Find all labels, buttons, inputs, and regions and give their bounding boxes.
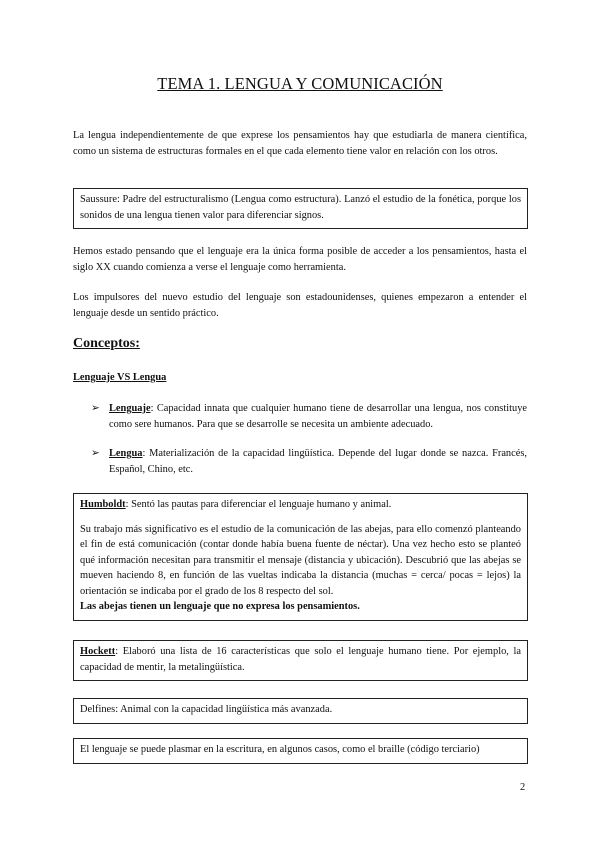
- hockett-name: Hockett: [80, 646, 116, 657]
- conceptos-heading: Conceptos:: [73, 336, 140, 351]
- pensamiento-paragraph: Hemos estado pensando que el lenguaje era la única forma posible de acceder a los pensamientos, hasta el siglo XX cuando comienza a verse el lenguaje como herramienta.: [73, 246, 527, 273]
- braille-box: [73, 738, 528, 764]
- humboldt-conclusion: Las abejas tienen un lenguaje que no expresa los pensamientos.: [80, 601, 360, 612]
- braille-text: El lenguaje se puede plasmar en la escritura, en algunos casos, como el braille (código terciario): [80, 744, 480, 755]
- delfines-text: Delfines: Animal con la capacidad lingüística más avanzada.: [80, 704, 333, 715]
- bullet-lengua-term: Lengua: [109, 448, 143, 459]
- saussure-box: [73, 188, 528, 229]
- humboldt-paragraph: Su trabajo más significativo es el estudio de la comunicación de las abejas, para ello comenzó planteando el fin de está comunicación (contar donde había buena fuente de néctar). Una vez hecho esto se planteó qué información necesitan para transmitir el mensaje (distancia y ubicación). Descubrió que las abejas se mueven haciendo 8, en función de las vueltas indicaba la distancia (muchas = cerca/ pocas = lejos) la orientación se indicaba por el grado de los 8 respecto del sol.: [80, 523, 521, 597]
- saussure-text: Saussure: Padre del estructuralismo (Lengua como estructura). Lanzó el estudio de la fonética, porque los sonidos de una lengua tienen valor para diferenciar signos.: [80, 194, 521, 221]
- bullet-lenguaje-term: Lenguaje: [109, 403, 151, 414]
- impulsores-paragraph: Los impulsores del nuevo estudio del lenguaje son estadounidenses, quienes empezaron a entender el lenguaje desde un sentido práctico.: [73, 292, 527, 319]
- bullet-lengua: [91, 446, 527, 478]
- hockett-box: [73, 640, 528, 681]
- page-title: TEMA 1. LENGUA Y COMUNICACIÓN: [157, 74, 443, 93]
- bullet-lengua-definition: : Materialización de la capacidad lingüística. Depende del lugar donde se nazca. Francés, Español, Chino, etc.: [109, 448, 527, 475]
- delfines-box: [73, 698, 528, 724]
- humboldt-name: Humboldt: [80, 499, 126, 510]
- humboldt-line1-text: : Sentó las pautas para diferenciar el lenguaje humano y animal.: [125, 499, 392, 510]
- lenguaje-vs-lengua-heading: Lenguaje VS Lengua: [73, 372, 167, 383]
- bullet-lenguaje-definition: : Capacidad innata que cualquier humano tiene de desarrollar una lengua, nos constituye como sere humanos. Para que se desarrolle se necesita un ambiente adecuado.: [109, 403, 527, 430]
- bullet-lenguaje: [91, 401, 527, 433]
- bullet-lengua-text: [109, 446, 527, 478]
- bullet-lenguaje-text: [109, 401, 527, 433]
- arrow-bullet-icon: ➢: [91, 403, 100, 414]
- page-number: 2: [520, 782, 526, 793]
- humboldt-box: [73, 493, 528, 621]
- intro-paragraph: La lengua independientemente de que exprese los pensamientos hay que estudiarla de manera científica, como un sistema de estructuras formales en el que cada elemento tiene valor en relación con los otros.: [73, 130, 527, 157]
- humboldt-line1: [80, 497, 521, 513]
- hockett-text: : Elaboró una lista de 16 características que solo el lenguaje humano tiene. Por ejemplo, la capacidad de mentir, la metalingüística.: [80, 646, 521, 673]
- arrow-bullet-icon: ➢: [91, 448, 100, 459]
